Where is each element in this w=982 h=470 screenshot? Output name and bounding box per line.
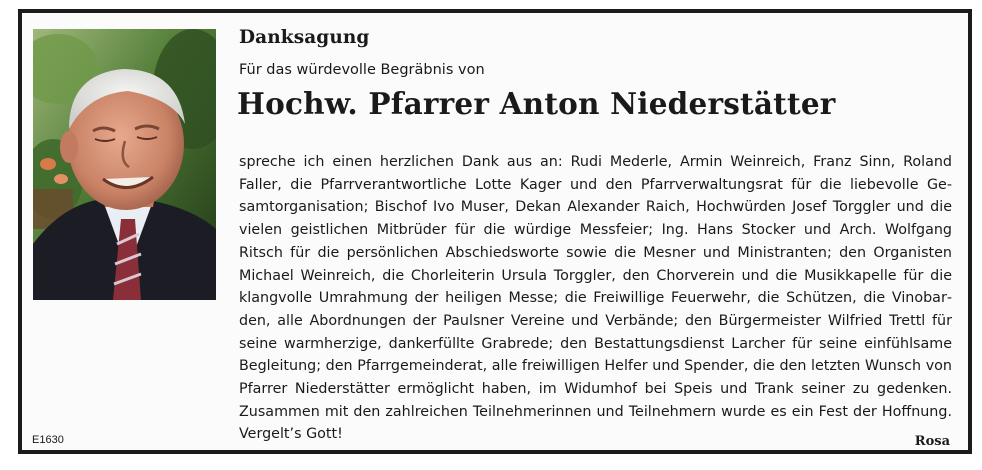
- portrait-photo: [33, 29, 216, 300]
- notice-body-text: spreche ich einen herzlichen Dank aus an: Rudi Mederle, Armin Weinreich, Franz Sinn, Roland Faller, die Pfarrverantwortliche Lotte Kager und den Pfarrverwaltungsrat für die liebevolle Gesamtorganisation; Bischof Ivo Muser, Dekan Alexander Raich, Hochwürden Josef Torggler und die vielen geistlichen Mitbrüder für die würdige Messfeier; Ing. Hans Stocker und Arch. Wolfgang Ritsch für die persönlichen Abschiedsworte sowie die Mesner und Ministranten; den Organisten Michael Weinreich, die Chorleiterin Ursula Torggler, den Chorverein und die Musikkapelle für die klangvolle Umrahmung der heiligen Messe; die Freiwillige Feuerwehr, die Schützen, die Vinobarden, alle Abordnungen der Paulsner Vereine und Verbände; den Bürgermeister Wilfried Trettl für seine warmherzige, dankerfüllte Grabrede; den Bestattungsdienst Larcher für seine einfühlsame Begleitung; den Pfarrgemeinderat, alle freiwilligen Helfer und Spender, die den letzten Wunsch von Pfarrer Niederstätter ermöglicht haben, im Widumhof bei Speis und Trank seiner zu gedenken. Zusammen mit den zahlreichen Teilnehmerinnen und Teilnehmern wurde es ein Fest der Hoffnung. Vergelt’s Gott!: [239, 154, 952, 443]
- notice-heading: Danksagung: [239, 27, 370, 48]
- notice-code: E1630: [32, 434, 64, 446]
- notice-subheading: Für das würdevolle Begräbnis von: [239, 62, 485, 78]
- obituary-notice-box: [18, 9, 972, 454]
- signature: Rosa: [914, 434, 950, 449]
- deceased-name: Hochw. Pfarrer Anton Niederstätter: [237, 86, 836, 121]
